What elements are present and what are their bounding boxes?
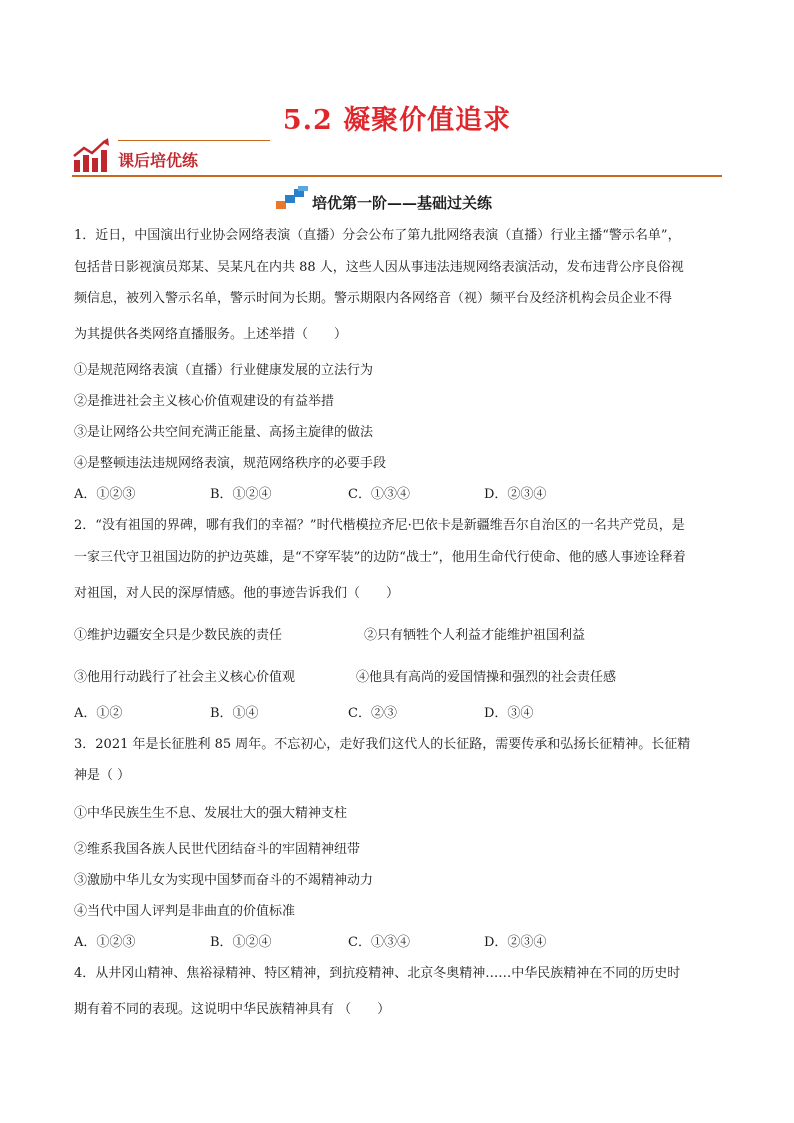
question-2-options [74, 706, 722, 722]
question-2-text-line: 一家三代守卫祖国边防的护边英雄，是“不穿军装”的边防“战士”，他用生命代行使命、他的感人事迹诠释着 [74, 550, 686, 565]
option-a[interactable]: A．①②③ [74, 487, 136, 502]
question-1-statement: ③是让网络公共空间充满正能量、高扬主旋律的做法 [74, 425, 374, 440]
question-1-statement: ④是整顿违法违规网络表演，规范网络秩序的必要手段 [74, 456, 387, 471]
question-2-text-line: 2．“没有祖国的界碑，哪有我们的幸福？”时代楷模拉齐尼·巴依卡是新疆维吾尔自治区的一名共产党员，是 [74, 518, 685, 533]
section-banner [72, 138, 722, 178]
question-3-text-line: 3．2021 年是长征胜利 85 周年。不忘初心，走好我们这代人的长征路，需要传承和弘扬长征精神。长征精 [74, 737, 691, 752]
question-1-text-line: 包括昔日影视演员郑某、吴某凡在内共 88 人，这些人因从事违法违规网络表演活动，发布违背公序良俗视 [74, 260, 684, 275]
question-3-statement: ③激励中华儿女为实现中国梦而奋斗的不竭精神动力 [74, 873, 374, 888]
option-a[interactable]: A．①②③ [74, 935, 136, 950]
question-2-statement: ②只有牺牲个人利益才能维护祖国利益 [364, 628, 586, 643]
banner-top-rule [118, 140, 270, 141]
bar-chart-icon [72, 138, 112, 174]
option-d[interactable]: D．②③④ [484, 935, 547, 950]
option-b[interactable]: B．①④ [210, 706, 259, 721]
stairs-icon [276, 186, 308, 210]
section-header [0, 186, 794, 212]
question-3-statement: ①中华民族生生不息、发展壮大的强大精神支柱 [74, 806, 348, 821]
question-3-statement: ②维系我国各族人民世代团结奋斗的牢固精神纽带 [74, 842, 361, 857]
question-4-text-line: 4．从井冈山精神、焦裕禄精神、特区精神，到抗疫精神、北京冬奥精神……中华民族精神在不同的历史时 [74, 966, 681, 981]
option-a[interactable]: A．①② [74, 706, 123, 721]
question-2-statement-row [74, 670, 722, 686]
section-title: 培优第一阶——基础过关练 [312, 194, 493, 212]
question-1-statement: ②是推进社会主义核心价值观建设的有益举措 [74, 394, 335, 409]
question-2-text-line: 对祖国，对人民的深厚情感。他的事迹告诉我们（ ） [74, 586, 400, 601]
option-b[interactable]: B．①②④ [210, 935, 272, 950]
question-1-text-line: 1．近日，中国演出行业协会网络表演（直播）分会公布了第九批网络表演（直播）行业主播“警示名单”， [74, 228, 681, 243]
option-d[interactable]: D．③④ [484, 706, 534, 721]
question-3-options [74, 935, 722, 951]
option-c[interactable]: C．①③④ [348, 487, 410, 502]
option-b[interactable]: B．①②④ [210, 487, 272, 502]
question-3-statement: ④当代中国人评判是非曲直的价值标准 [74, 904, 296, 919]
banner-label: 课后培优练 [118, 151, 199, 170]
option-c[interactable]: C．①③④ [348, 935, 410, 950]
question-2-statement-row [74, 628, 722, 644]
option-c[interactable]: C．②③ [348, 706, 397, 721]
question-2-statement: ①维护边疆安全只是少数民族的责任 [74, 628, 283, 643]
question-3-text-line: 神是（ ） [74, 768, 131, 783]
question-1-options [74, 487, 722, 503]
question-2-statement: ③他用行动践行了社会主义核心价值观 [74, 670, 296, 685]
question-1-text-line: 为其提供各类网络直播服务。上述举措（ ） [74, 327, 348, 342]
page-title: 5.2 凝聚价值追求 [282, 105, 512, 136]
question-4-text-line: 期有着不同的表现。这说明中华民族精神具有 （ ） [74, 1002, 391, 1017]
question-1-statement: ①是规范网络表演（直播）行业健康发展的立法行为 [74, 363, 374, 378]
question-1-text-line: 频信息，被列入警示名单，警示时间为长期。警示期限内各网络音（视）频平台及经济机构会员企业不得 [74, 291, 673, 306]
banner-bottom-rule [72, 175, 722, 177]
question-2-statement: ④他具有高尚的爱国情操和强烈的社会责任感 [356, 670, 617, 685]
option-d[interactable]: D．②③④ [484, 487, 547, 502]
